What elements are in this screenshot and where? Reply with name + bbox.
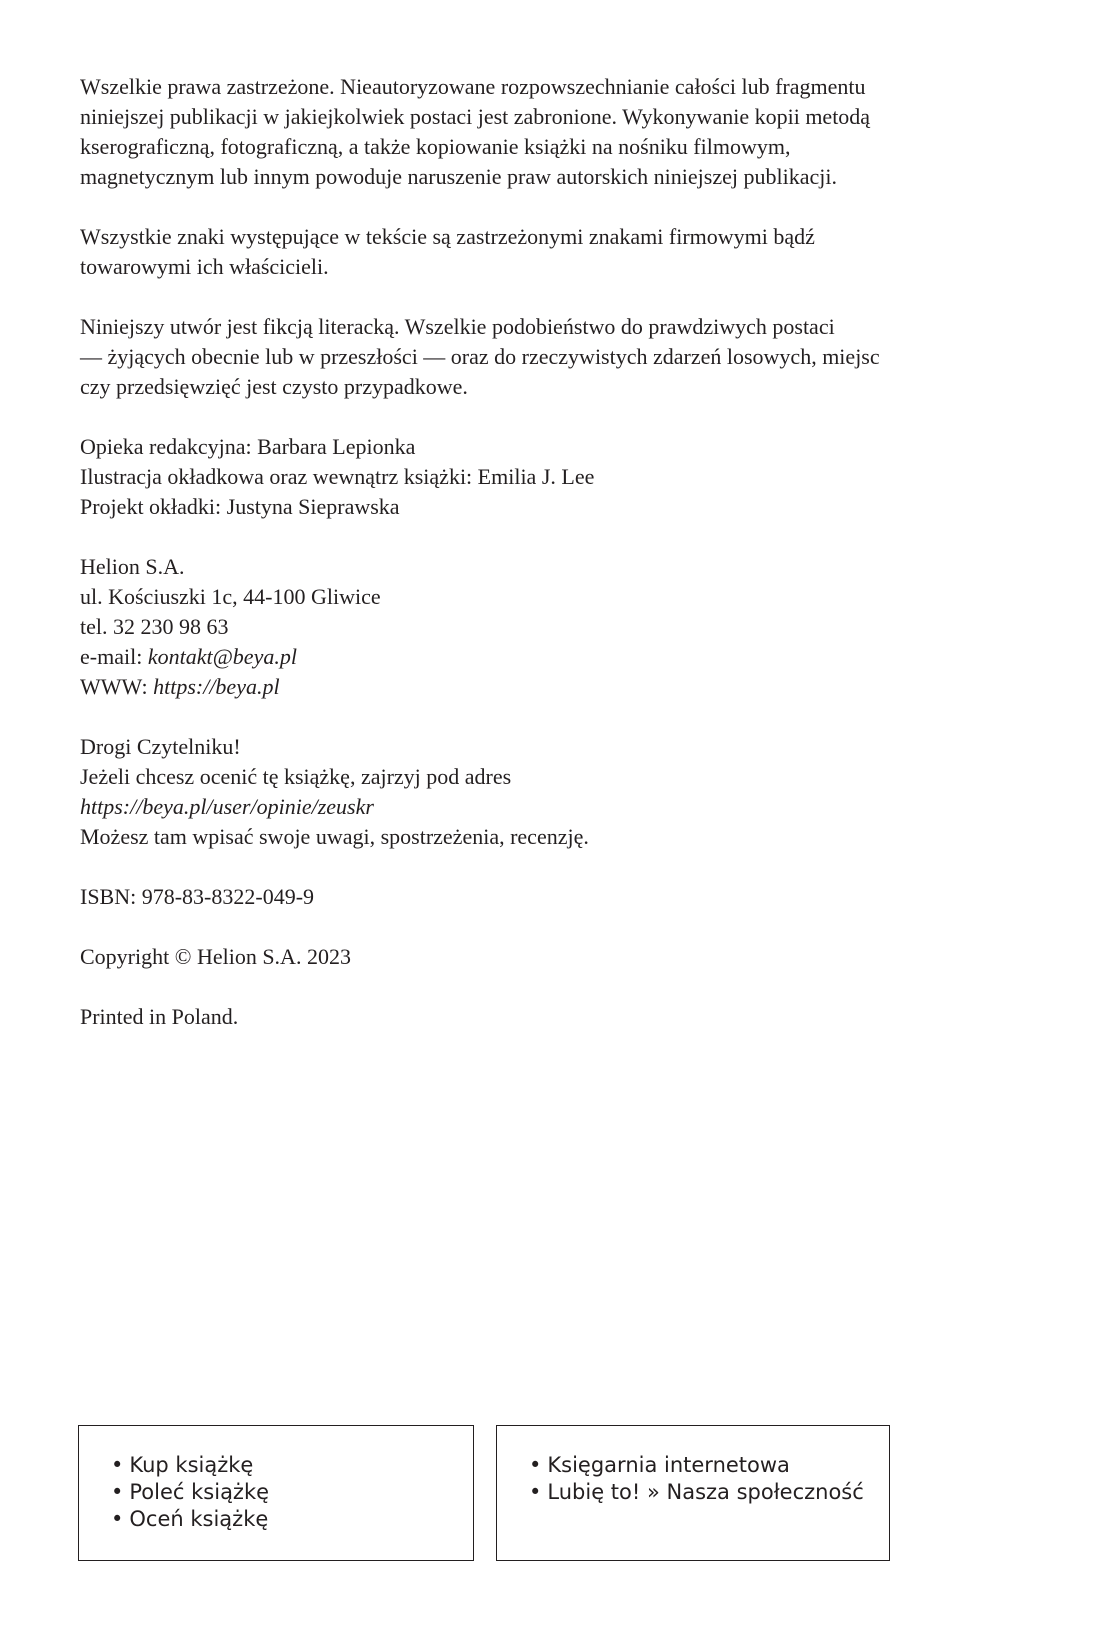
rate-book-label: Oceń książkę: [129, 1507, 269, 1531]
book-actions-box: [78, 1425, 474, 1561]
rights-line: Wszelkie prawa zastrzeżone. Nieautoryzowane rozpowszechnianie całości lub fragmentu: [80, 74, 866, 99]
online-bookstore-link[interactable]: [529, 1452, 889, 1479]
rate-book-link[interactable]: [111, 1506, 473, 1533]
trademarks-paragraph: [80, 222, 1010, 282]
recommend-book-link[interactable]: [111, 1479, 473, 1506]
cover-design-credit: Projekt okładki: Justyna Sieprawska: [80, 494, 400, 519]
fiction-notice-line: Niniejszy utwór jest fikcją literacką. Wszelkie podobieństwo do prawdziwych postaci: [80, 314, 835, 339]
reader-invite: Możesz tam wpisać swoje uwagi, spostrzeżenia, recenzję.: [80, 824, 589, 849]
reader-greeting: Drogi Czytelniku!: [80, 734, 241, 759]
buy-book-label: Kup książkę: [129, 1453, 254, 1477]
trademarks-line: Wszystkie znaki występujące w tekście są zastrzeżonymi znakami firmowymi bądź: [80, 224, 815, 249]
bullet: •: [111, 1480, 124, 1504]
reader-prompt: Jeżeli chcesz ocenić tę książkę, zajrzyj pod adres: [80, 764, 512, 789]
fiction-notice-line: czy przedsięwzięć jest czysto przypadkowe.: [80, 374, 468, 399]
www-label: WWW:: [80, 674, 154, 699]
email-link[interactable]: kontakt@beya.pl: [147, 644, 297, 669]
copyright-notice: Copyright © Helion S.A. 2023: [80, 944, 351, 969]
publisher-name: Helion S.A.: [80, 554, 185, 579]
credits-block: [80, 432, 1010, 522]
bullet: •: [529, 1480, 542, 1504]
publisher-email-line: [80, 642, 1010, 672]
isbn: ISBN: 978-83-8322-049-9: [80, 884, 315, 909]
editor-credit: Opieka redakcyjna: Barbara Lepionka: [80, 434, 416, 459]
email-label: e-mail:: [80, 644, 148, 669]
fiction-notice-line: — żyjących obecnie lub w przeszłości — oraz do rzeczywistych zdarzeń losowych, miejsc: [80, 344, 880, 369]
publisher-phone: tel. 32 230 98 63: [80, 614, 229, 639]
recommend-book-label: Poleć książkę: [129, 1480, 270, 1504]
bullet: •: [529, 1453, 542, 1477]
www-link[interactable]: https://beya.pl: [153, 674, 280, 699]
publisher-block: [80, 552, 1010, 702]
rights-line: magnetycznym lub innym powoduje naruszenie praw autorskich niniejszej publikacji.: [80, 164, 837, 189]
rights-line: niniejszej publikacji w jakiejkolwiek postaci jest zabronione. Wykonywanie kopii metodą: [80, 104, 871, 129]
buy-book-link[interactable]: [111, 1452, 473, 1479]
bullet: •: [111, 1453, 124, 1477]
bullet: •: [111, 1507, 124, 1531]
fiction-notice-paragraph: [80, 312, 1010, 402]
community-link[interactable]: [529, 1479, 889, 1506]
opinion-url-link[interactable]: https://beya.pl/user/opinie/zeuskr: [80, 794, 374, 819]
store-links-box: [496, 1425, 890, 1561]
community-label: Lubię to! » Nasza społeczność: [547, 1480, 864, 1504]
trademarks-line: towarowymi ich właścicieli.: [80, 254, 329, 279]
rights-paragraph: [80, 72, 1010, 192]
reader-note-block: [80, 732, 1010, 852]
link-boxes: [78, 1425, 890, 1565]
rights-line: kserograficzną, fotograficzną, a także kopiowanie książki na nośniku filmowym,: [80, 134, 791, 159]
printed-in: Printed in Poland.: [80, 1004, 239, 1029]
copyright-page: [80, 72, 1010, 1062]
illustration-credit: Ilustracja okładkowa oraz wewnątrz książki: Emilia J. Lee: [80, 464, 595, 489]
publisher-www-line: [80, 672, 1010, 702]
publisher-address: ul. Kościuszki 1c, 44-100 Gliwice: [80, 584, 381, 609]
online-bookstore-label: Księgarnia internetowa: [547, 1453, 790, 1477]
